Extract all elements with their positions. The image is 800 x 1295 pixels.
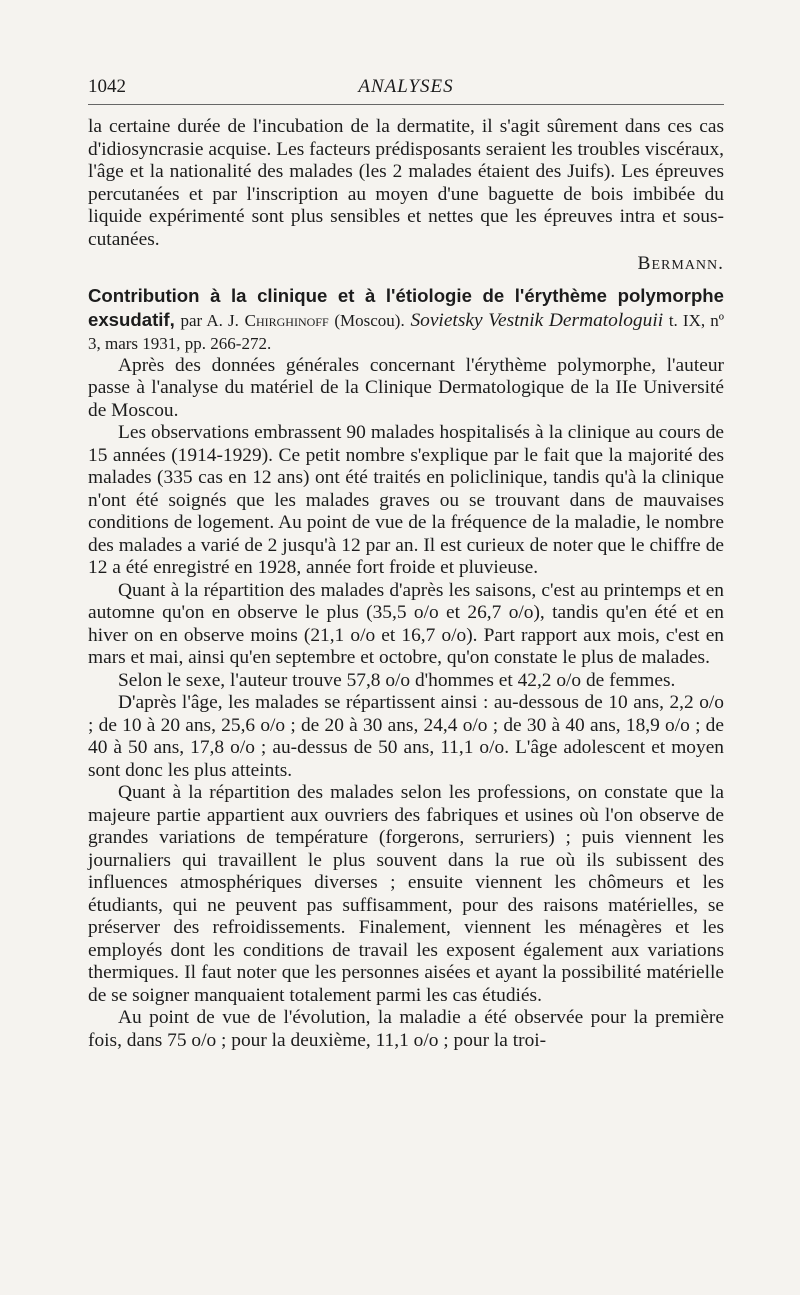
intro-paragraph: la certaine durée de l'incubation de la dermatite, il s'agit sûrement dans ces cas d'idiosyncrasie acquise. Les facteurs prédisposants seraient les troubles viscéraux, l'âge et la nationalité des malades (les 2 malades étaient des Juifs). Les épreuves percutanées et par l'inscription au moyen d'une baguette de bois imbibée du liquide expérimenté sont plus sensibles et nettes que les épreuves intra et sous-cutanées. bbox=[88, 116, 724, 250]
article-author-location: (Moscou). bbox=[334, 310, 405, 330]
article-reference: t. IX, nº 3, mars 1931, pp. 266-272. bbox=[88, 310, 724, 353]
section-title: ANALYSES bbox=[358, 76, 454, 97]
page-number: 1042 bbox=[88, 76, 126, 97]
body-paragraph: Quant à la répartition des malades selon les professions, on constate que la majeure partie appartient aux ouvriers des fabriques et usines où l'on observe de grandes variations de température (forgerons, serruriers) ; puis viennent les journaliers qui travaillent le plus souvent dans la rue où ils subissent des influences atmosphériques diverses ; ensuite viennent les chômeurs et les étudiants, qui ne peuvent pas suffisamment, pour des raisons matérielles, se préserver des refroidissements. Finalement, viennent les ménagères et les employés dont les conditions de travail les exposent également aux variations thermiques. Il faut noter que les personnes aisées et ayant la possibilité matérielle de se soigner manquaient totalement parmi les cas étudiés. bbox=[88, 782, 724, 1006]
article-title: Contribution à la clinique et à l'étiologie de l'érythème polymorphe exsudatif, bbox=[88, 284, 724, 330]
article-author: Chirghinoff bbox=[244, 310, 329, 330]
article-heading bbox=[88, 284, 724, 355]
header-rule bbox=[88, 104, 724, 105]
body-paragraph: Quant à la répartition des malades d'après les saisons, c'est au printemps et en automne qu'on en observe le plus (35,5 o/o et 26,7 o/o), tandis qu'en été et en hiver on en observe moins (21,1 o/o et 16,7 o/o). Part rapport aux mois, c'est en mars et mai, ainsi qu'en septembre et octobre, qu'on constate le plus de malades. bbox=[88, 579, 724, 668]
body-paragraph: D'après l'âge, les malades se répartissent ainsi : au-dessous de 10 ans, 2,2 o/o ; de 10 à 20 ans, 25,6 o/o ; de 20 à 30 ans, 24,4 o/o ; de 30 à 40 ans, 18,9 o/o ; de 40 à 50 ans, 17,8 o/o ; au-dessus de 50 ans, 11,1 o/o. L'âge adolescent et moyen sont donc les plus atteints. bbox=[88, 692, 724, 781]
running-header bbox=[88, 74, 724, 102]
body-paragraph: Les observations embrassent 90 malades hospitalisés à la clinique au cours de 15 années (1914-1929). Ce petit nombre s'explique par le fait que la majorité des malades (335 cas en 12 ans) ont été traités en policlinique, tandis qu'à la clinique n'ont été soignés que les malades graves ou se trouvant dans de mauvaises conditions de logement. Au point de vue de la fréquence de la maladie, le nombre des malades a varié de 2 jusqu'à 12 par an. Il est curieux de noter que le chiffre de 12 a été enregistré en 1928, année fort froide et pluvieuse. bbox=[88, 422, 724, 578]
body-paragraph: Selon le sexe, l'auteur trouve 57,8 o/o d'hommes et 42,2 o/o de femmes. bbox=[118, 669, 676, 691]
body-paragraph: Au point de vue de l'évolution, la maladie a été observée pour la première fois, dans 75 o/o ; pour la deuxième, 11,1 o/o ; pour la troi- bbox=[88, 1007, 724, 1051]
article-by: par A. J. bbox=[180, 310, 239, 330]
article-journal: Sovietsky Vestnik Dermatologuii bbox=[410, 309, 664, 331]
page-body bbox=[88, 116, 724, 1052]
body-paragraph: Après des données générales concernant l'érythème polymorphe, l'auteur passe à l'analyse du matériel de la Clinique Dermatologique de la IIe Université de Moscou. bbox=[88, 354, 724, 421]
reviewer-signature: Bermann. bbox=[637, 253, 724, 274]
